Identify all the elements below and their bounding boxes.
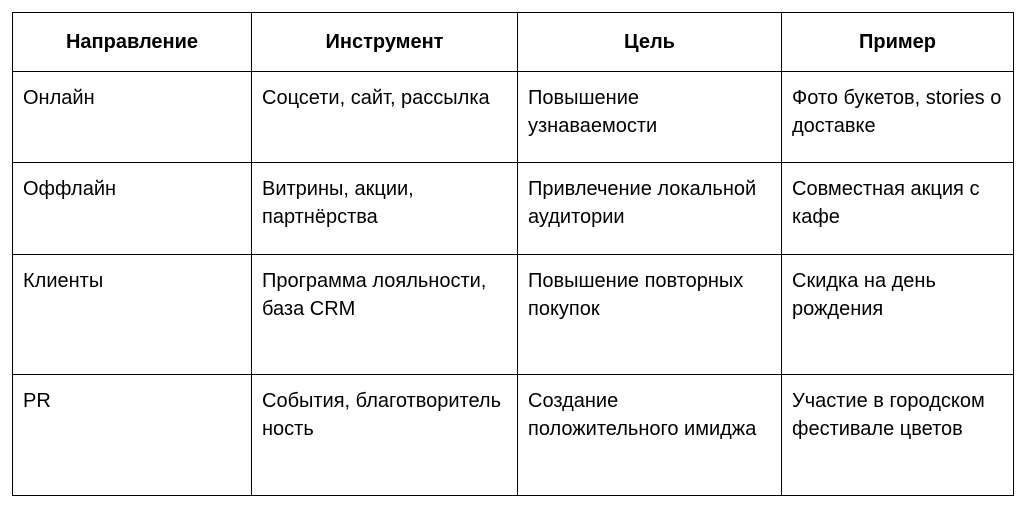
header-goal: Цель [518,13,782,72]
cell-direction: PR [13,375,252,496]
header-tool: Инструмент [252,13,518,72]
cell-example: Фото букетов, stories о доставке [782,72,1014,163]
cell-direction: Клиенты [13,254,252,375]
marketing-table [12,12,1014,496]
table-header-row [13,13,1014,72]
cell-tool: Программа лояльности, база CRM [252,254,518,375]
cell-goal: Привлечение локальной аудитории [518,163,782,254]
table-row [13,254,1014,375]
cell-goal: Повышение повторных покупок [518,254,782,375]
cell-tool: Соцсети, сайт, рассылка [252,72,518,163]
cell-goal: Создание положительного имиджа [518,375,782,496]
cell-example: Совместная акция с кафе [782,163,1014,254]
cell-tool: Витрины, акции, партнёрства [252,163,518,254]
table-row [13,163,1014,254]
cell-direction: Оффлайн [13,163,252,254]
cell-goal: Повышение узнаваемости [518,72,782,163]
cell-tool: События, благотворительность [252,375,518,496]
table-row [13,72,1014,163]
cell-example: Участие в городском фестивале цветов [782,375,1014,496]
header-direction: Направление [13,13,252,72]
table-row [13,375,1014,496]
cell-direction: Онлайн [13,72,252,163]
cell-example: Скидка на день рождения [782,254,1014,375]
header-example: Пример [782,13,1014,72]
